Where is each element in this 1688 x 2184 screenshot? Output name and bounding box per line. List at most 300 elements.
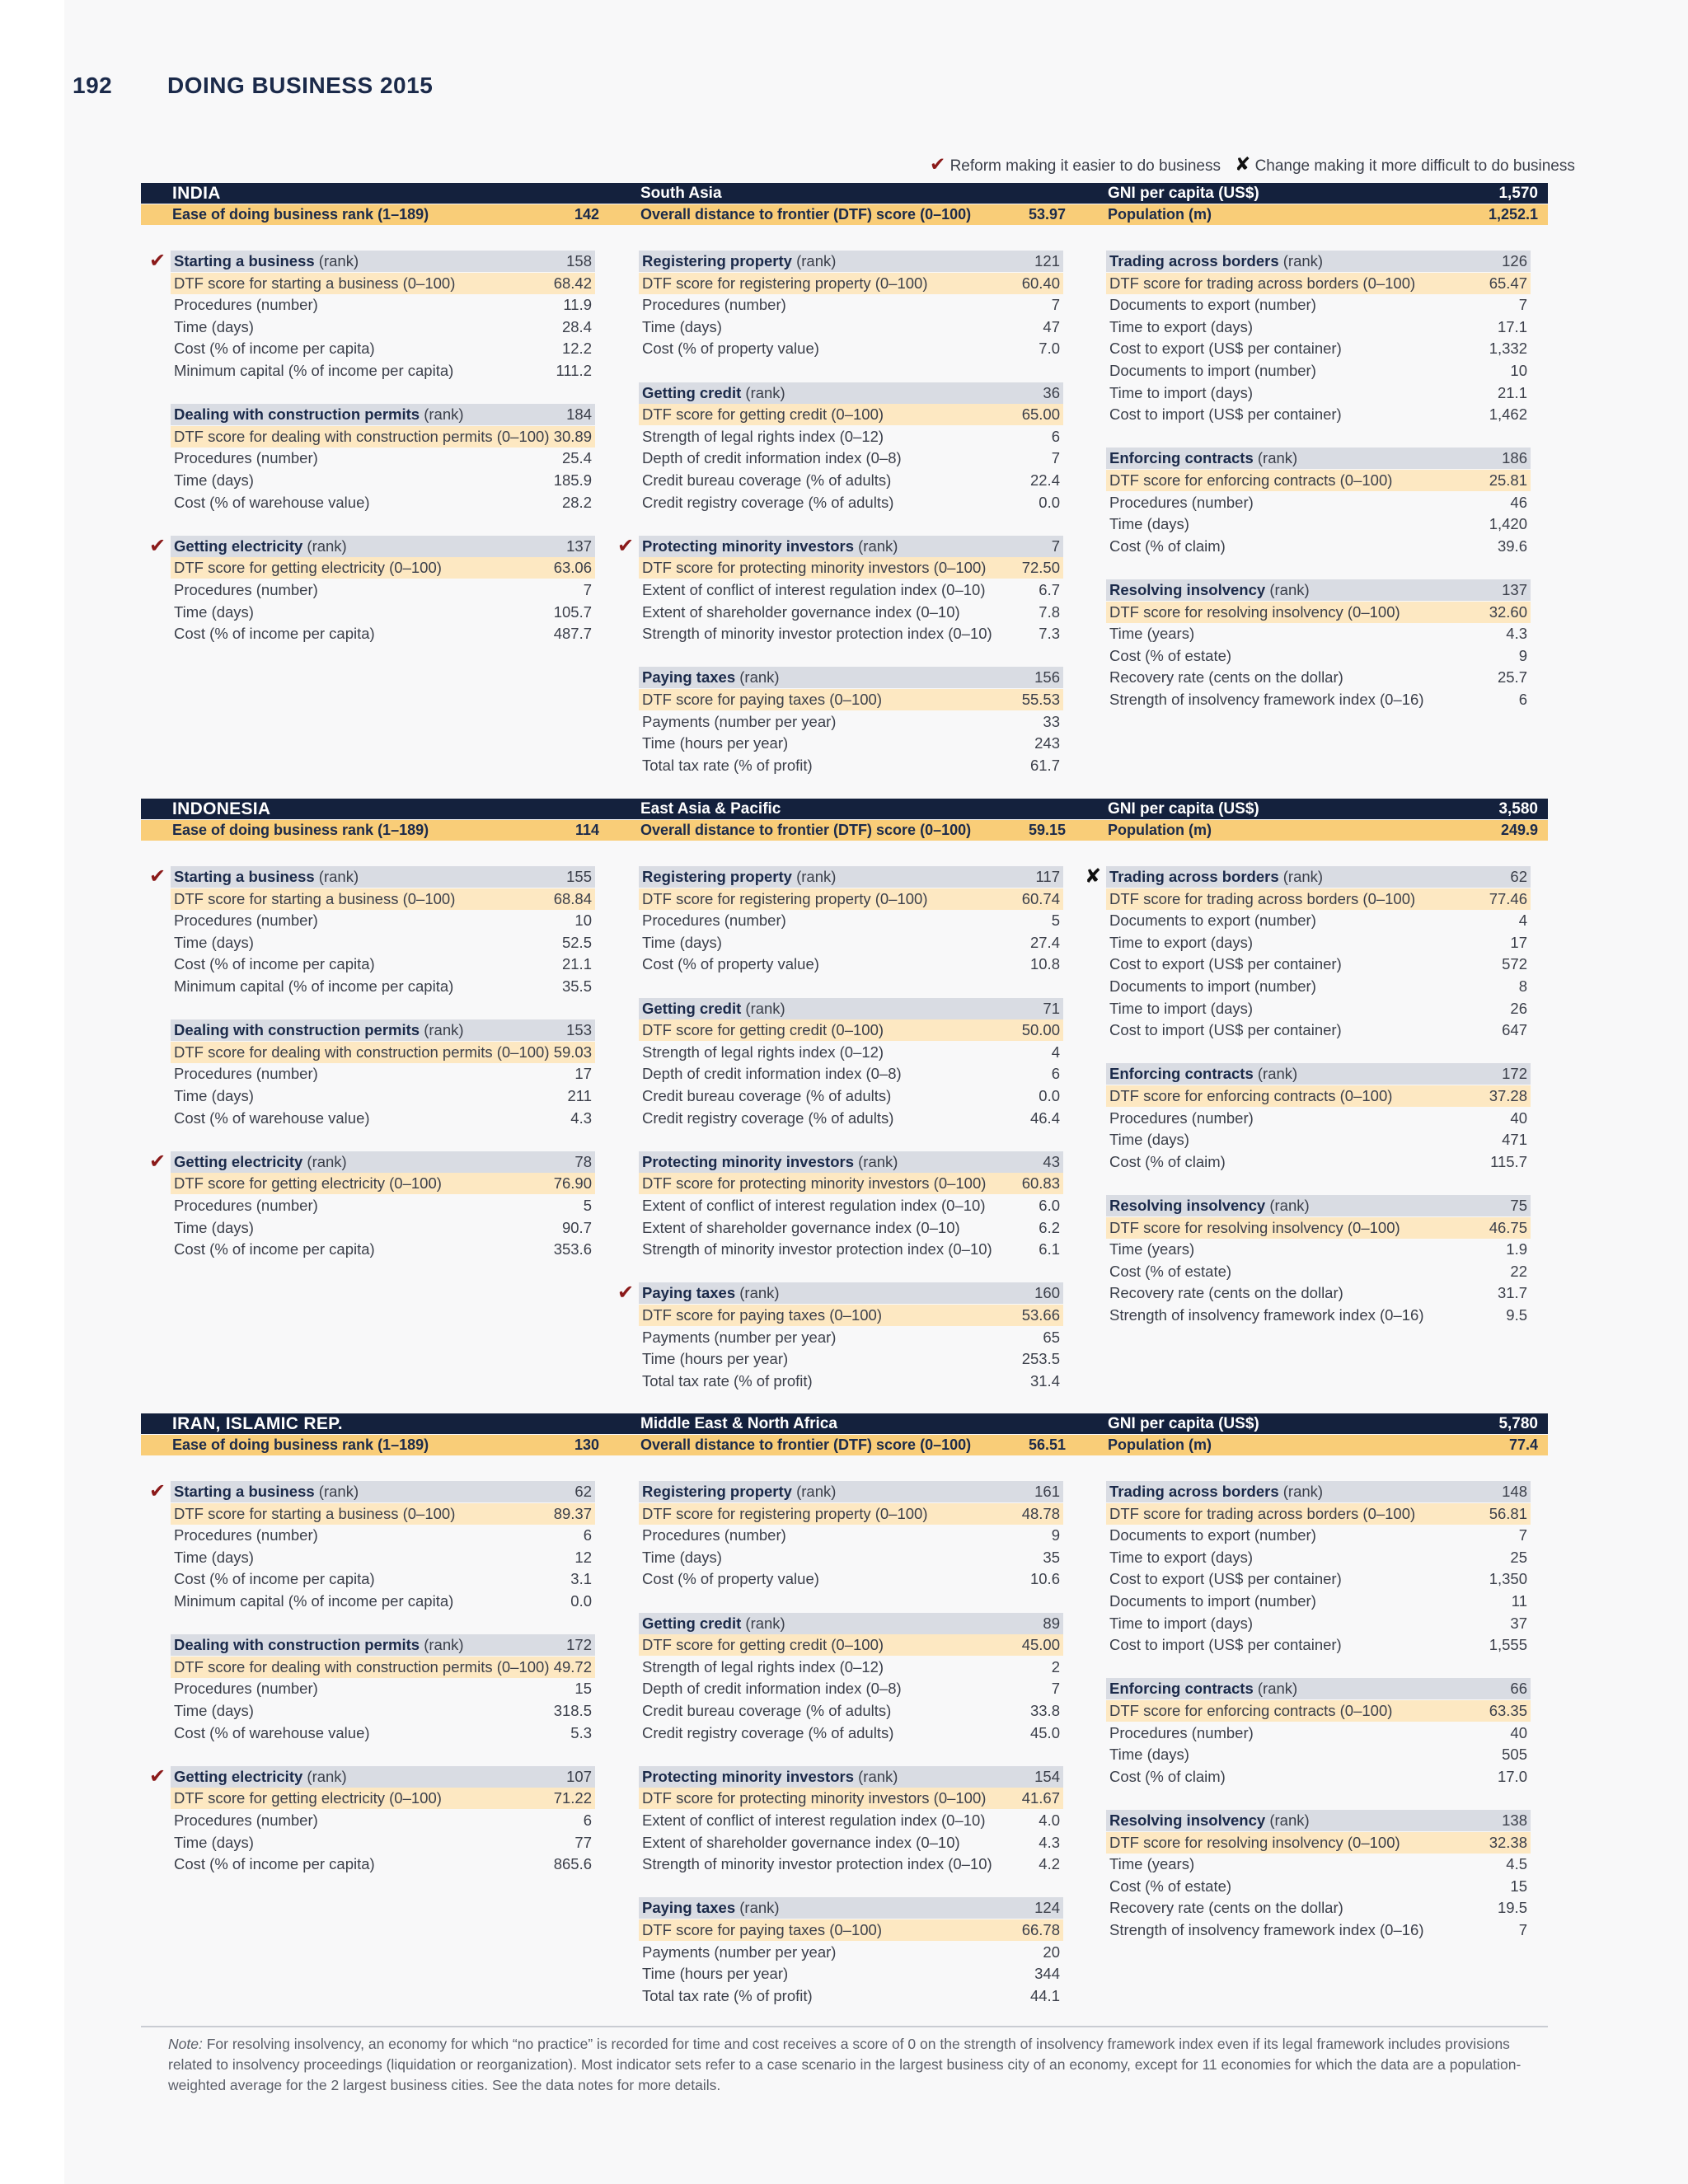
indicator-label: Cost (% of estate) (1109, 646, 1232, 664)
indicator-label: Procedures (number) (174, 1197, 318, 1214)
rank-suffix: (rank) (739, 1284, 780, 1302)
indicator-label: DTF score for paying taxes (0–100) (642, 1921, 882, 1938)
indicator-label: DTF score for protecting minority investors (0–100) (642, 559, 987, 577)
indicator-label: Extent of shareholder governance index (0–10) (642, 1218, 960, 1236)
dtf-score-row (171, 1657, 595, 1678)
indicator-row (171, 1547, 595, 1568)
footnote-prefix: Note: (168, 2036, 203, 2052)
indicator-value: 78 (574, 1152, 592, 1170)
indicator-label: DTF score for dealing with construction permits (0–100) (174, 427, 550, 445)
indicator-row (171, 492, 595, 513)
indicator-rank-row (639, 1151, 1063, 1173)
indicator-value: 17 (1510, 933, 1527, 951)
gni-value: 5,780 (1498, 1415, 1538, 1432)
indicator-value: 4 (1051, 1043, 1060, 1061)
indicator-row (1106, 667, 1531, 688)
indicator-value: 39.6 (1497, 537, 1527, 555)
indicator-row (171, 1568, 595, 1590)
indicator-label: DTF score for paying taxes (0–100) (642, 1306, 882, 1324)
indicator-value: 10 (574, 912, 592, 930)
indicator-label: Time (hours per year) (642, 1350, 789, 1368)
indicator-value: 17.1 (1497, 317, 1527, 335)
dtf-score-row (171, 557, 595, 579)
indicator-label: Time (days) (174, 1087, 254, 1104)
indicator-label: Cost (% of warehouse value) (174, 493, 370, 511)
indicator-name: Starting a business (174, 868, 315, 885)
indicator-value: 71.22 (553, 1789, 592, 1807)
indicator-title (1109, 448, 1297, 469)
indicator-value: 63.06 (553, 559, 592, 577)
indicator-value: 117 (1035, 868, 1060, 885)
indicator-name: Getting credit (642, 383, 742, 401)
indicator-value: 7.0 (1039, 340, 1060, 358)
rank-suffix: (rank) (318, 1483, 359, 1500)
indicator-row (639, 294, 1063, 316)
dtf-score-row (1106, 1832, 1531, 1854)
indicator-value: 158 (566, 252, 592, 269)
indicator-value: 148 (1502, 1483, 1527, 1500)
dtf-score-row (639, 404, 1063, 425)
indicator-label: Documents to export (number) (1109, 296, 1316, 314)
indicator-row (639, 755, 1063, 776)
indicator-title (1109, 1481, 1323, 1502)
indicator-title (642, 1481, 836, 1502)
indicator-value: 10 (1510, 362, 1527, 379)
indicator-row (171, 1239, 595, 1260)
indicator-title (642, 1766, 898, 1788)
indicator-value: 7 (1518, 296, 1527, 314)
indicator-value: 647 (1502, 1021, 1527, 1039)
indicator-row (1106, 1239, 1531, 1260)
indicator-rank-row (148, 1150, 595, 1173)
dtf-score-row (639, 273, 1063, 294)
indicator-rank-row (1106, 1063, 1531, 1085)
ease-rank-value: 130 (574, 1436, 599, 1453)
indicator-row (1106, 338, 1531, 359)
indicator-label: DTF score for starting a business (0–100) (174, 1504, 456, 1522)
indicator-title (642, 667, 780, 688)
indicator-name: Resolving insolvency (1109, 1197, 1266, 1214)
indicator-name: Starting a business (174, 252, 315, 269)
indicator-rank-row (1106, 1810, 1531, 1831)
indicator-rank-row (617, 1282, 1063, 1305)
indicator-rank-row (1106, 1481, 1531, 1502)
indicator-row (639, 492, 1063, 513)
dtf-score-row (171, 1788, 595, 1809)
indicator-row (639, 1525, 1063, 1546)
dtf-score-row (171, 1173, 595, 1194)
indicator-value: 7 (1051, 296, 1060, 314)
rank-suffix: (rank) (739, 668, 780, 687)
indicator-value: 43 (1043, 1152, 1060, 1170)
indicator-value: 9 (1518, 646, 1527, 664)
indicator-value: 4 (1518, 912, 1527, 930)
legend-change (1235, 153, 1575, 176)
indicator-label: Credit registry coverage (% of adults) (642, 1723, 894, 1741)
indicator-label: Extent of conflict of interest regulation index (0–10) (642, 581, 986, 598)
population-value: 77.4 (1508, 1436, 1538, 1453)
indicator-row (1106, 1261, 1531, 1282)
indicator-label: Cost (% of claim) (1109, 537, 1226, 555)
indicator-value: 105.7 (553, 602, 592, 621)
indicator-rank-row (617, 534, 1063, 557)
indicator-name: Trading across borders (1109, 868, 1279, 885)
indicator-label: Time (days) (174, 602, 254, 621)
indicator-row (1106, 623, 1531, 644)
indicator-value: 89.37 (553, 1504, 592, 1522)
indicator-row (171, 623, 595, 644)
indicator-label: Time to export (days) (1109, 933, 1254, 951)
indicator-title (174, 1481, 359, 1502)
indicator-label: Procedures (number) (174, 1065, 318, 1083)
indicator-value: 138 (1502, 1811, 1527, 1829)
indicator-label: Documents to import (number) (1109, 362, 1316, 379)
indicator-label: Credit bureau coverage (% of adults) (642, 471, 892, 489)
indicator-row (171, 1722, 595, 1744)
economy-section (141, 799, 1548, 1390)
rank-suffix: (rank) (745, 383, 785, 401)
indicator-label: Total tax rate (% of profit) (642, 1371, 813, 1390)
indicator-name: Getting electricity (174, 537, 303, 555)
gni-label: GNI per capita (US$) (1108, 1415, 1259, 1432)
indicator-rank-row (639, 1766, 1063, 1788)
indicator-value: 33.8 (1029, 1702, 1060, 1719)
indicator-row (639, 1348, 1063, 1370)
indicator-value: 243 (1034, 734, 1060, 752)
indicator-label: DTF score for registering property (0–100) (642, 889, 928, 907)
rank-suffix: (rank) (1269, 581, 1310, 598)
indicator-value: 0.0 (1039, 493, 1060, 511)
indicator-label: DTF score for getting credit (0–100) (642, 1021, 884, 1039)
indicator-row (1106, 645, 1531, 667)
indicator-row (639, 1195, 1063, 1216)
indicator-value: 60.83 (1021, 1174, 1060, 1193)
dtf-score-row (1106, 1503, 1531, 1525)
dtf-score-row (639, 1019, 1063, 1041)
dtf-score-row (1106, 1085, 1531, 1107)
indicator-label: Cost (% of income per capita) (174, 955, 375, 973)
indicator-value: 46.75 (1489, 1218, 1527, 1236)
indicator-row (171, 1591, 595, 1612)
rank-suffix: (rank) (1257, 1680, 1298, 1698)
indicator-value: 11 (1511, 1592, 1527, 1610)
indicator-value: 7 (1051, 1680, 1060, 1698)
indicator-row (639, 1371, 1063, 1392)
indicator-label: Procedures (number) (642, 1526, 786, 1544)
indicator-row (171, 316, 595, 338)
indicator-rank-row (148, 534, 595, 557)
legend-change-text: Change making it more difficult to do business (1254, 157, 1575, 175)
indicator-row (1106, 1525, 1531, 1546)
indicator-value: 4.5 (1506, 1855, 1527, 1873)
indicator-value: 107 (566, 1767, 592, 1785)
indicator-value: 137 (1502, 581, 1527, 598)
indicator-name: Getting electricity (174, 1152, 303, 1170)
indicator-row (639, 448, 1063, 469)
indicator-name: Registering property (642, 1483, 792, 1500)
population-label: Population (m) (1108, 1436, 1212, 1453)
indicator-label: Cost (% of income per capita) (174, 340, 375, 358)
indicator-rank-row (639, 251, 1063, 272)
indicator-value: 471 (1502, 1131, 1527, 1149)
indicator-label: Time to import (days) (1109, 1614, 1254, 1632)
indicator-title (642, 536, 898, 557)
indicator-value: 37.28 (1489, 1087, 1527, 1104)
indicator-name: Enforcing contracts (1109, 449, 1254, 467)
indicator-value: 6.2 (1039, 1218, 1060, 1236)
indicator-value: 7 (1518, 1526, 1527, 1544)
economy-summary (141, 820, 1548, 841)
indicator-row (1106, 294, 1531, 316)
indicator-label: Depth of credit information index (0–8) (642, 1680, 902, 1698)
indicator-row (639, 338, 1063, 359)
rank-suffix: (rank) (424, 1021, 464, 1039)
indicator-value: 76.90 (553, 1174, 592, 1193)
indicator-row (171, 360, 595, 382)
indicator-value: 154 (1034, 1767, 1060, 1785)
indicator-value: 40 (1510, 1723, 1527, 1741)
legend (930, 153, 1575, 178)
indicator-label: Credit registry coverage (% of adults) (642, 1108, 894, 1127)
indicator-label: Depth of credit information index (0–8) (642, 449, 902, 467)
indicator-value: 184 (566, 405, 592, 424)
indicator-row (171, 470, 595, 491)
indicator-value: 30.89 (553, 427, 592, 445)
dtf-score-row (1106, 470, 1531, 491)
indicator-title (642, 1151, 898, 1173)
indicator-label: Documents to export (number) (1109, 912, 1316, 930)
indicator-label: Cost (% of claim) (1109, 1767, 1226, 1785)
indicator-label: Procedures (number) (174, 296, 318, 314)
dtf-overall-value: 53.97 (1028, 206, 1066, 223)
indicator-rank-row (171, 1634, 595, 1656)
indicator-name: Getting electricity (174, 1767, 303, 1785)
indicator-name: Paying taxes (642, 668, 736, 687)
indicator-label: Recovery rate (cents on the dollar) (1109, 1284, 1343, 1302)
indicator-value: 52.5 (561, 933, 592, 951)
indicator-value: 40 (1510, 1108, 1527, 1127)
reform-check-icon: ✔ (148, 534, 166, 557)
indicator-label: DTF score for resolving insolvency (0–100) (1109, 602, 1400, 621)
indicator-label: DTF score for registering property (0–100) (642, 274, 928, 292)
indicator-label: DTF score for paying taxes (0–100) (642, 691, 882, 708)
indicator-label: Time (days) (174, 1702, 254, 1719)
indicator-value: 9.5 (1506, 1306, 1527, 1324)
indicator-value: 65 (1043, 1328, 1060, 1346)
indicator-name: Resolving insolvency (1109, 581, 1266, 598)
economy-summary (141, 1435, 1548, 1455)
rank-suffix: (rank) (424, 1636, 464, 1654)
indicator-label: Time (hours per year) (642, 734, 789, 752)
indicator-name: Trading across borders (1109, 1483, 1279, 1500)
indicator-title (174, 1151, 347, 1173)
rank-suffix: (rank) (745, 1614, 785, 1632)
indicator-value: 4.3 (570, 1108, 592, 1127)
indicator-label: Time (days) (174, 471, 254, 489)
indicator-value: 353.6 (553, 1240, 592, 1258)
cross-icon: ✘ (1235, 153, 1251, 175)
ease-rank-label: Ease of doing business rank (1–189) (172, 1436, 429, 1453)
indicator-rank-row (639, 382, 1063, 404)
population-value: 249.9 (1500, 822, 1538, 838)
indicator-value: 6.7 (1039, 581, 1060, 598)
indicator-title (174, 404, 464, 425)
indicator-label: DTF score for enforcing contracts (0–100) (1109, 1087, 1393, 1104)
reform-check-icon: ✔ (148, 1765, 166, 1788)
indicator-title (642, 1282, 780, 1304)
indicator-label: Time (days) (642, 1548, 722, 1566)
indicator-row (639, 579, 1063, 601)
indicator-label: Procedures (number) (174, 581, 318, 598)
indicator-rank-row (639, 1481, 1063, 1502)
rank-suffix: (rank) (796, 868, 837, 885)
indicator-rank-row (148, 1480, 595, 1502)
indicator-row (639, 1108, 1063, 1129)
indicator-label: Procedures (number) (174, 912, 318, 930)
indicator-title (642, 1897, 780, 1919)
dtf-score-row (1106, 888, 1531, 910)
footnote-divider (141, 2026, 1548, 2027)
indicator-label: Cost (% of claim) (1109, 1152, 1226, 1170)
indicator-row (1106, 536, 1531, 557)
rank-suffix: (rank) (1257, 449, 1298, 467)
indicator-title (174, 1766, 347, 1788)
indicator-value: 65.00 (1021, 405, 1060, 424)
indicator-value: 6 (583, 1811, 592, 1829)
indicator-label: Time (days) (1109, 1131, 1189, 1149)
indicator-label: DTF score for dealing with construction permits (0–100) (174, 1657, 550, 1675)
dtf-score-row (639, 557, 1063, 579)
indicator-value: 8 (1518, 977, 1527, 995)
indicator-value: 45.0 (1029, 1723, 1060, 1741)
indicator-label: Time (days) (174, 933, 254, 951)
indicator-value: 4.0 (1039, 1811, 1060, 1829)
indicator-label: Strength of legal rights index (0–12) (642, 1657, 884, 1675)
indicator-value: 77 (574, 1833, 592, 1851)
rank-suffix: (rank) (424, 405, 464, 424)
indicator-row (1106, 998, 1531, 1019)
indicator-row (171, 932, 595, 954)
indicator-value: 6 (583, 1526, 592, 1544)
indicator-value: 49.72 (553, 1657, 592, 1675)
indicator-row (639, 733, 1063, 754)
ease-rank-label: Ease of doing business rank (1–189) (172, 206, 429, 223)
rank-suffix: (rank) (796, 1483, 837, 1500)
indicator-row (639, 316, 1063, 338)
indicator-value: 22 (1510, 1262, 1527, 1280)
indicator-value: 344 (1034, 1965, 1060, 1983)
indicator-row (639, 711, 1063, 733)
rank-suffix: (rank) (796, 252, 837, 269)
indicator-label: DTF score for starting a business (0–100) (174, 274, 456, 292)
indicator-rank-row (1106, 1195, 1531, 1216)
indicator-value: 75 (1510, 1197, 1527, 1214)
indicator-value: 12 (574, 1548, 592, 1566)
rank-suffix: (rank) (1282, 252, 1324, 269)
indicator-name: Trading across borders (1109, 252, 1279, 269)
indicator-label: Total tax rate (% of profit) (642, 1986, 813, 2004)
dtf-score-row (639, 1919, 1063, 1941)
indicator-name: Paying taxes (642, 1899, 736, 1917)
indicator-label: Minimum capital (% of income per capita) (174, 977, 454, 995)
indicator-value: 1.9 (1506, 1240, 1527, 1258)
indicator-value: 25 (1510, 1548, 1527, 1566)
indicator-label: Strength of legal rights index (0–12) (642, 427, 884, 445)
indicator-value: 62 (1510, 868, 1527, 885)
indicator-name: Enforcing contracts (1109, 1680, 1254, 1698)
indicator-row (1106, 910, 1531, 931)
indicator-value: 865.6 (553, 1855, 592, 1873)
indicator-row (171, 579, 595, 601)
economy-section (141, 1413, 1548, 2004)
indicator-label: Time to export (days) (1109, 317, 1254, 335)
indicator-value: 7.8 (1039, 602, 1060, 621)
indicator-label: Payments (number per year) (642, 1943, 837, 1961)
indicator-row (171, 1063, 595, 1085)
indicator-rank-row (639, 1897, 1063, 1919)
indicator-title (1109, 1810, 1310, 1831)
rank-suffix: (rank) (307, 1152, 347, 1170)
indicator-value: 25.7 (1497, 668, 1527, 687)
indicator-value: 126 (1502, 252, 1527, 269)
indicator-row (1106, 1722, 1531, 1744)
dtf-score-row (1106, 602, 1531, 623)
indicator-label: Time (days) (1109, 1746, 1189, 1764)
indicator-rank-row (639, 667, 1063, 688)
indicator-value: 53.66 (1021, 1306, 1060, 1324)
indicator-value: 4.3 (1039, 1833, 1060, 1851)
indicator-value: 6.1 (1039, 1240, 1060, 1258)
indicator-value: 1,555 (1489, 1636, 1527, 1654)
footnote (168, 2034, 1549, 2096)
rank-suffix: (rank) (858, 1767, 898, 1785)
reform-check-icon: ✔ (617, 534, 635, 557)
rank-suffix: (rank) (858, 537, 898, 555)
indicator-label: Payments (number per year) (642, 1328, 837, 1346)
indicator-value: 60.74 (1021, 889, 1060, 907)
indicator-value: 28.2 (561, 493, 592, 511)
indicator-rank-row (148, 865, 595, 888)
indicator-value: 50.00 (1021, 1021, 1060, 1039)
indicator-name: Paying taxes (642, 1284, 736, 1302)
indicator-name: Dealing with construction permits (174, 1636, 420, 1654)
indicator-value: 17 (574, 1065, 592, 1083)
indicator-value: 59.03 (553, 1043, 592, 1061)
ease-rank-value: 142 (574, 206, 599, 223)
indicator-value: 111.2 (556, 362, 592, 379)
indicator-row (639, 1217, 1063, 1239)
dtf-score-row (171, 426, 595, 448)
indicator-rank-row (1084, 865, 1531, 888)
indicator-rank-row (639, 1613, 1063, 1634)
indicator-value: 22.4 (1029, 471, 1060, 489)
indicator-value: 172 (566, 1636, 592, 1654)
indicator-row (639, 470, 1063, 491)
indicator-row (171, 1810, 595, 1831)
indicator-title (642, 866, 836, 888)
indicator-label: Procedures (number) (1109, 1723, 1254, 1741)
indicator-name: Resolving insolvency (1109, 1811, 1266, 1829)
indicator-value: 7 (1051, 537, 1060, 555)
dtf-overall-value: 59.15 (1028, 822, 1066, 838)
indicator-value: 37 (1510, 1614, 1527, 1632)
indicator-label: Cost (% of income per capita) (174, 1855, 375, 1873)
indicator-row (639, 954, 1063, 975)
indicator-rank-row (171, 1019, 595, 1041)
indicator-label: Strength of minority investor protection index (0–10) (642, 1240, 992, 1258)
dtf-score-row (1106, 1217, 1531, 1239)
indicator-value: 1,462 (1489, 405, 1527, 424)
